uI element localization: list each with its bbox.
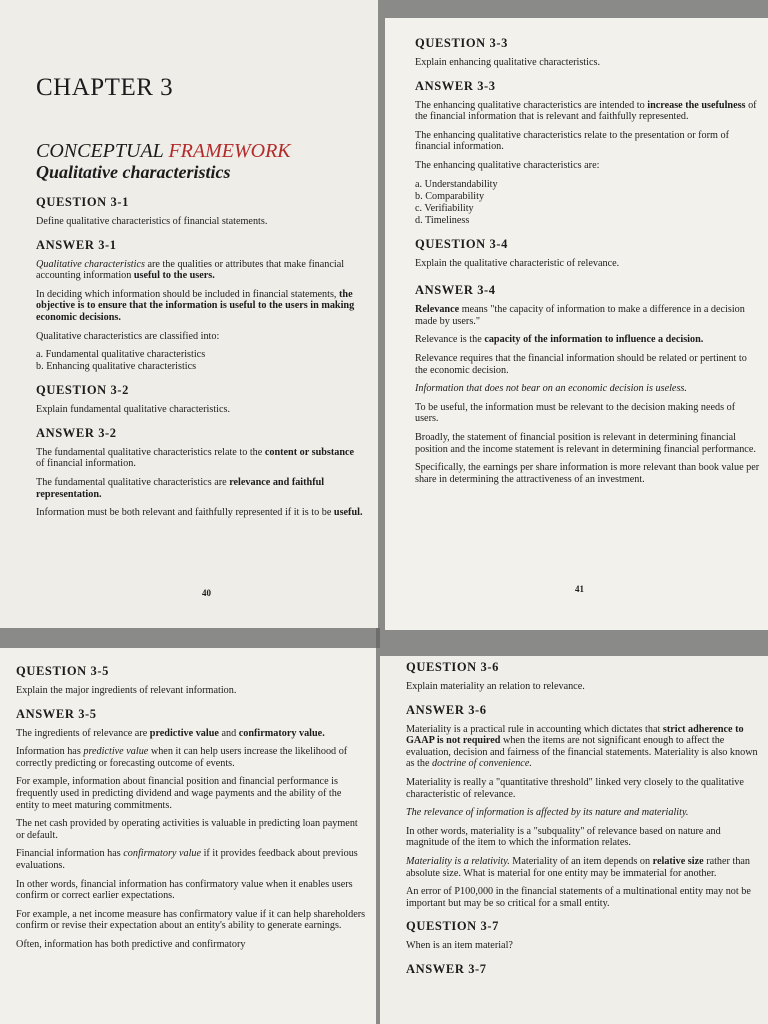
paragraph: Qualitative characteristics are classified into:: [36, 330, 220, 342]
list-item: b. Enhancing qualitative characteristics: [36, 361, 197, 373]
question-heading: QUESTION 3-3: [415, 36, 508, 50]
paragraph: Relevance is the capacity of the information to influence a decision.: [415, 334, 704, 346]
question-heading: QUESTION 3-7: [406, 919, 499, 934]
question-heading: QUESTION 3-5: [16, 664, 109, 678]
paragraph: Broadly, the statement of financial position is relevant in determining financial position and the income statement is relevant in determining financial performance.: [415, 431, 756, 455]
paragraph: The ingredients of relevance are predictive value and confirmatory value.: [16, 727, 325, 739]
answer-heading: ANSWER 3-4: [415, 283, 496, 298]
question-text: Explain enhancing qualitative characteristics.: [415, 57, 600, 68]
paragraph: Relevance requires that the financial information should be related or pertinent to the economic decision.: [415, 352, 747, 376]
paragraph: For example, a net income measure has confirmatory value if it can help shareholders confirm or revise their expectation about an entity's ability to generate earnings.: [16, 908, 366, 932]
page-43: [380, 656, 768, 1024]
answer-heading: ANSWER 3-5: [16, 706, 97, 721]
list: [415, 179, 760, 227]
question-heading: QUESTION 3-6: [406, 660, 499, 674]
paragraph: An error of P100,000 in the financial statements of a multinational entity may not be important but may be so critical for a small entity.: [406, 886, 751, 909]
question-text: Explain materiality an relation to relevance.: [406, 681, 585, 692]
chapter-subtitle: Qualitative characteristics: [36, 162, 231, 182]
question-text: Explain the major ingredients of relevant information.: [16, 685, 237, 696]
paragraph: The fundamental qualitative characteristics are relevance and faithful representation.: [36, 476, 325, 500]
paragraph: Information that does not bear on an economic decision is useless.: [415, 383, 687, 395]
answer-heading: ANSWER 3-7: [406, 961, 487, 976]
list: [36, 349, 364, 373]
page-41: [385, 18, 768, 630]
list-item: c. Verifiability: [415, 202, 474, 214]
paragraph: In deciding which information should be included in financial statements, the objective is to ensure that the information is useful to the users in making economic decisions.: [36, 288, 355, 323]
paragraph: Relevance means "the capacity of information to make a difference in a decision made by users.": [415, 304, 745, 327]
page-number: 40: [202, 588, 211, 598]
question-text: When is an item material?: [406, 940, 513, 952]
paragraph: Materiality is really a "quantitative threshold" linked very closely to the qualitative characteristic of relevance.: [406, 776, 744, 800]
paragraph: The relevance of information is affected by its nature and materiality.: [406, 807, 689, 819]
paragraph: For example, information about financial position and financial performance is frequently used in predicting dividend and wage payments and the ability of the entity to meet maturing commitments.: [16, 776, 342, 811]
question-text: Explain fundamental qualitative characteristics.: [36, 404, 231, 416]
paragraph: Materiality is a relativity. Materiality of an item depends on relative size rather than absolute size. What is material for one entity may be immaterial for another.: [406, 855, 751, 879]
paragraph: Specifically, the earnings per share information is more relevant than book value per share in determining the attractiveness of an investment.: [415, 462, 760, 485]
question-text: Define qualitative characteristics of financial statements.: [36, 216, 268, 227]
answer-heading: ANSWER 3-1: [36, 237, 117, 252]
paragraph: The enhancing qualitative characteristics are intended to increase the usefulness of the financial information that is relevant and faithfully represented.: [415, 99, 757, 123]
paragraph: Information has predictive value when it can help users increase the likelihood of correctly predicting or forecasting outcome of events.: [16, 746, 348, 769]
paragraph: Often, information has both predictive and confirmatory: [16, 938, 246, 950]
paragraph: The enhancing qualitative characteristics relate to the presentation or form of financial information.: [415, 129, 729, 153]
framework-title: CONCEPTUAL FRAMEWORK: [36, 140, 291, 162]
paragraph: Information must be both relevant and faithfully represented if it is to be useful.: [36, 507, 363, 519]
answer-heading: ANSWER 3-6: [406, 702, 487, 717]
list-item: d. Timeliness: [415, 214, 470, 226]
page-42: [0, 648, 376, 1024]
paragraph: Financial information has confirmatory value if it provides feedback about previous evaluations.: [16, 848, 358, 871]
paragraph: In other words, financial information has confirmatory value when it enables users confirm or correct earlier expectations.: [16, 878, 353, 902]
paragraph: In other words, materiality is a "subquality" of relevance based on nature and magnitude of the item to which the information relates.: [406, 825, 721, 849]
chapter-heading: CHAPTER 3: [36, 74, 174, 101]
paragraph: To be useful, the information must be relevant to the decision making needs of users.: [415, 401, 736, 425]
paragraph: Materiality is a practical rule in accounting which dictates that strict adherence to GAAP is not required when the items are not significant enough to affect the evaluation, decision and fairness of the financial statements. Materiality is also known as the doctrine of convenience.: [406, 723, 758, 770]
list-item: b. Comparability: [415, 190, 485, 202]
page-number: 41: [575, 584, 584, 594]
paragraph: The net cash provided by operating activities is valuable in predicting loan payment or default.: [16, 818, 358, 841]
list-item: a. Fundamental qualitative characteristics: [36, 349, 206, 361]
paragraph: Qualitative characteristics are the qualities or attributes that make financial accounting information useful to the users.: [36, 258, 345, 282]
question-heading: QUESTION 3-1: [36, 195, 129, 209]
question-text: Explain the qualitative characteristic of relevance.: [415, 257, 620, 269]
answer-heading: ANSWER 3-3: [415, 78, 496, 93]
question-heading: QUESTION 3-4: [415, 236, 508, 251]
answer-heading: ANSWER 3-2: [36, 425, 117, 440]
paragraph: The fundamental qualitative characteristics relate to the content or substance of financial information.: [36, 446, 355, 470]
page-40: [0, 0, 378, 628]
question-heading: QUESTION 3-2: [36, 383, 129, 398]
list-item: a. Understandability: [415, 178, 498, 190]
spine-gap: [376, 628, 380, 648]
paragraph: The enhancing qualitative characteristics are:: [415, 159, 600, 171]
